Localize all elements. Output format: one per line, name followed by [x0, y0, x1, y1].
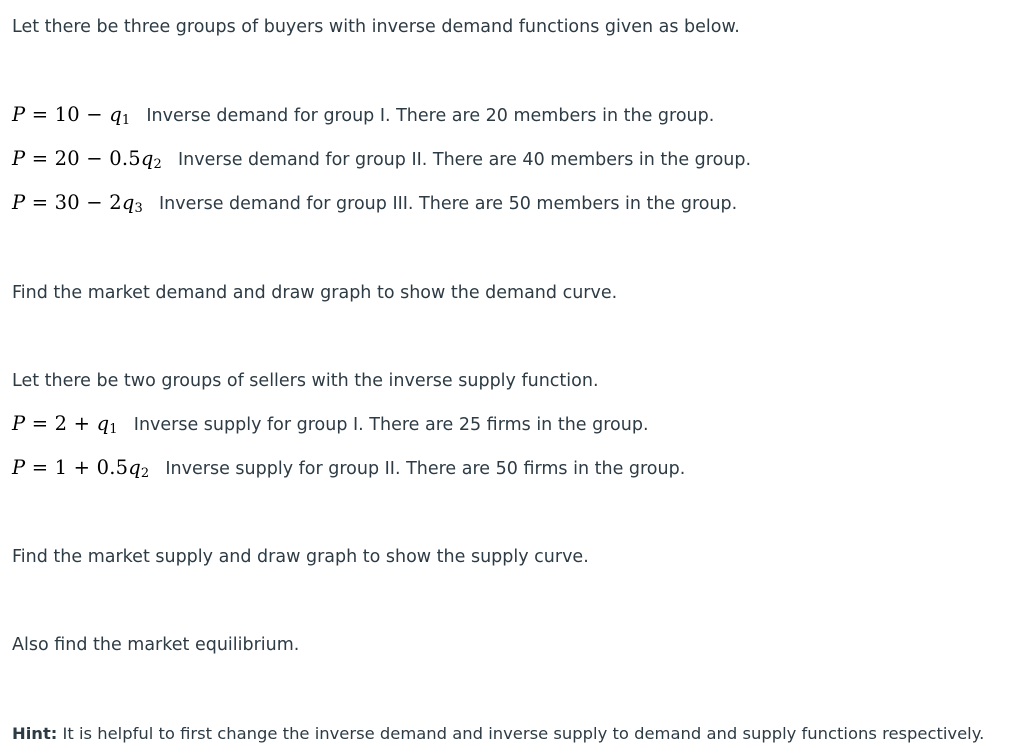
- demand-description-3: Inverse demand for group III. There are 50 members in the group.: [159, 194, 738, 214]
- demand-task-text: Find the market demand and draw graph to show the demand curve.: [12, 283, 618, 303]
- supply-row-1: [12, 412, 649, 437]
- intro-text: Let there be three groups of buyers with inverse demand functions given as below.: [12, 17, 740, 37]
- demand-equation-1: $P = 10 - q_1$: [12, 103, 131, 128]
- supply-intro-text: Let there be two groups of sellers with the inverse supply function.: [12, 371, 599, 391]
- demand-description-2: Inverse demand for group II. There are 40 members in the group.: [178, 150, 752, 170]
- equilibrium-task-text: Also find the market equilibrium.: [12, 635, 300, 655]
- supply-task-text: Find the market supply and draw graph to show the supply curve.: [12, 547, 589, 567]
- demand-row-2: [12, 147, 751, 172]
- demand-equation-3: $P = 30 - 2q_3$: [12, 191, 143, 216]
- demand-row-3: [12, 191, 737, 216]
- supply-description-2: Inverse supply for group II. There are 50 firms in the group.: [165, 459, 686, 479]
- supply-equation-1: $P = 2 + q_1$: [12, 412, 118, 437]
- supply-description-1: Inverse supply for group I. There are 25 firms in the group.: [133, 415, 649, 435]
- demand-row-1: [12, 103, 714, 128]
- supply-equation-2: $P = 1 + 0.5q_2$: [12, 456, 150, 481]
- demand-description-1: Inverse demand for group I. There are 20 members in the group.: [146, 106, 715, 126]
- hint-text: [12, 721, 984, 746]
- demand-equation-2: $P = 20 - 0.5q_2$: [12, 147, 162, 172]
- supply-row-2: [12, 456, 685, 481]
- hint-body: It is helpful to first change the inverse demand and inverse supply to demand and supply functions respectively.: [57, 724, 985, 743]
- hint-label: Hint:: [12, 724, 58, 743]
